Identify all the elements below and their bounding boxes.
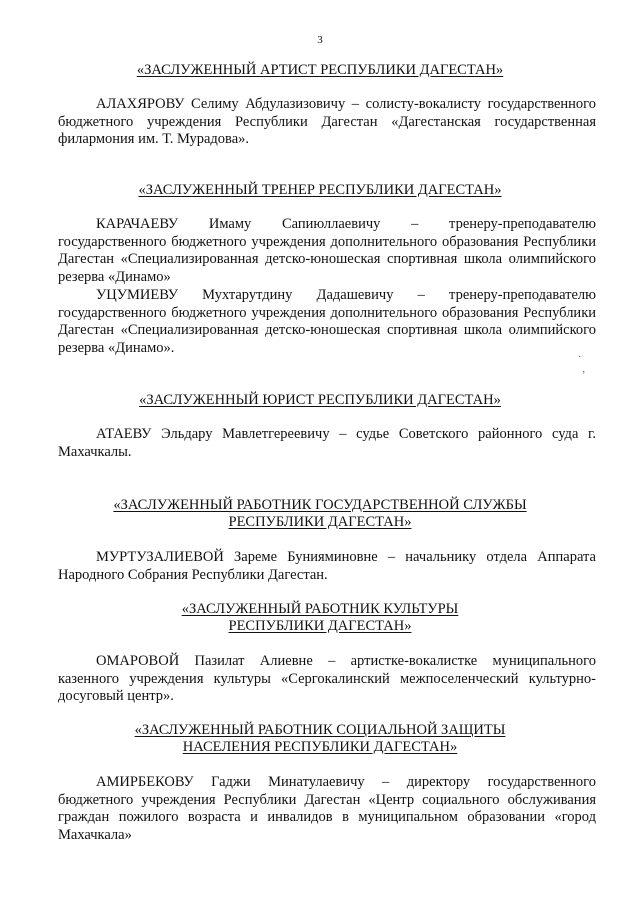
- section-heading-civil-service-2: РЕСПУБЛИКИ ДАГЕСТАН»: [228, 514, 412, 530]
- section-heading-social-1: «ЗАСЛУЖЕННЫЙ РАБОТНИК СОЦИАЛЬНОЙ ЗАЩИТЫ: [134, 722, 506, 738]
- page-number: 3: [317, 34, 323, 46]
- section-heading-artist: «ЗАСЛУЖЕННЫЙ АРТИСТ РЕСПУБЛИКИ ДАГЕСТАН»: [136, 62, 504, 78]
- section-heading-culture-2: РЕСПУБЛИКИ ДАГЕСТАН»: [228, 618, 412, 634]
- entry-ataev: АТАЕВУ Эльдару Мавлетгереевичу – судье Советского районного суда г. Махачкалы.: [58, 426, 596, 460]
- scan-speck: ‚: [582, 364, 586, 375]
- section-heading-culture-1: «ЗАСЛУЖЕННЫЙ РАБОТНИК КУЛЬТУРЫ: [181, 601, 459, 617]
- entry-alakhyarov: АЛАХЯРОВУ Селиму Абдулазизовичу – солисту-вокалисту государственного бюджетного учреждения Республики Дагестан «Дагестанская государственная филармония им. Т. Мурадова».: [58, 96, 596, 148]
- section-heading-social-2: НАСЕЛЕНИЯ РЕСПУБЛИКИ ДАГЕСТАН»: [182, 739, 458, 755]
- section-heading-civil-service-1: «ЗАСЛУЖЕННЫЙ РАБОТНИК ГОСУДАРСТВЕННОЙ СЛУЖБЫ: [113, 497, 527, 513]
- entry-amirbekov: АМИРБЕКОВУ Гаджи Минатулаевичу – директору государственного бюджетного учреждения Республики Дагестан «Центр социального обслуживания граждан пожилого возраста и инвалидов в муниципальном образовании «город Махачкала»: [58, 774, 596, 843]
- entry-omarova: ОМАРОВОЙ Пазилат Алиевне – артистке-вокалистке муниципального казенного учреждения культуры «Сергокалинский межпоселенческий культурно-досуговый центр».: [58, 653, 596, 705]
- entry-karachaev: КАРАЧАЕВУ Имаму Сапиюллаевичу – тренеру-преподавателю государственного бюджетного учреждения дополнительного образования Республики Дагестан «Специализированная детско-юношеская спортивная школа олимпийского резерва «Динамо»: [58, 216, 596, 285]
- entry-murtuzalieva: МУРТУЗАЛИЕВОЙ Зареме Бунияминовне – начальнику отдела Аппарата Народного Собрания Республики Дагестан.: [58, 549, 596, 583]
- section-heading-lawyer: «ЗАСЛУЖЕННЫЙ ЮРИСТ РЕСПУБЛИКИ ДАГЕСТАН»: [139, 392, 501, 408]
- section-heading-coach: «ЗАСЛУЖЕННЫЙ ТРЕНЕР РЕСПУБЛИКИ ДАГЕСТАН»: [138, 182, 502, 198]
- entry-utsumiev: УЦУМИЕВУ Мухтарутдину Дадашевичу – тренеру-преподавателю государственного бюджетного учреждения дополнительного образования Республики Дагестан «Специализированная детско-юношеская спортивная школа олимпийского резерва «Динамо».: [58, 287, 596, 356]
- scan-speck: ·: [578, 352, 582, 363]
